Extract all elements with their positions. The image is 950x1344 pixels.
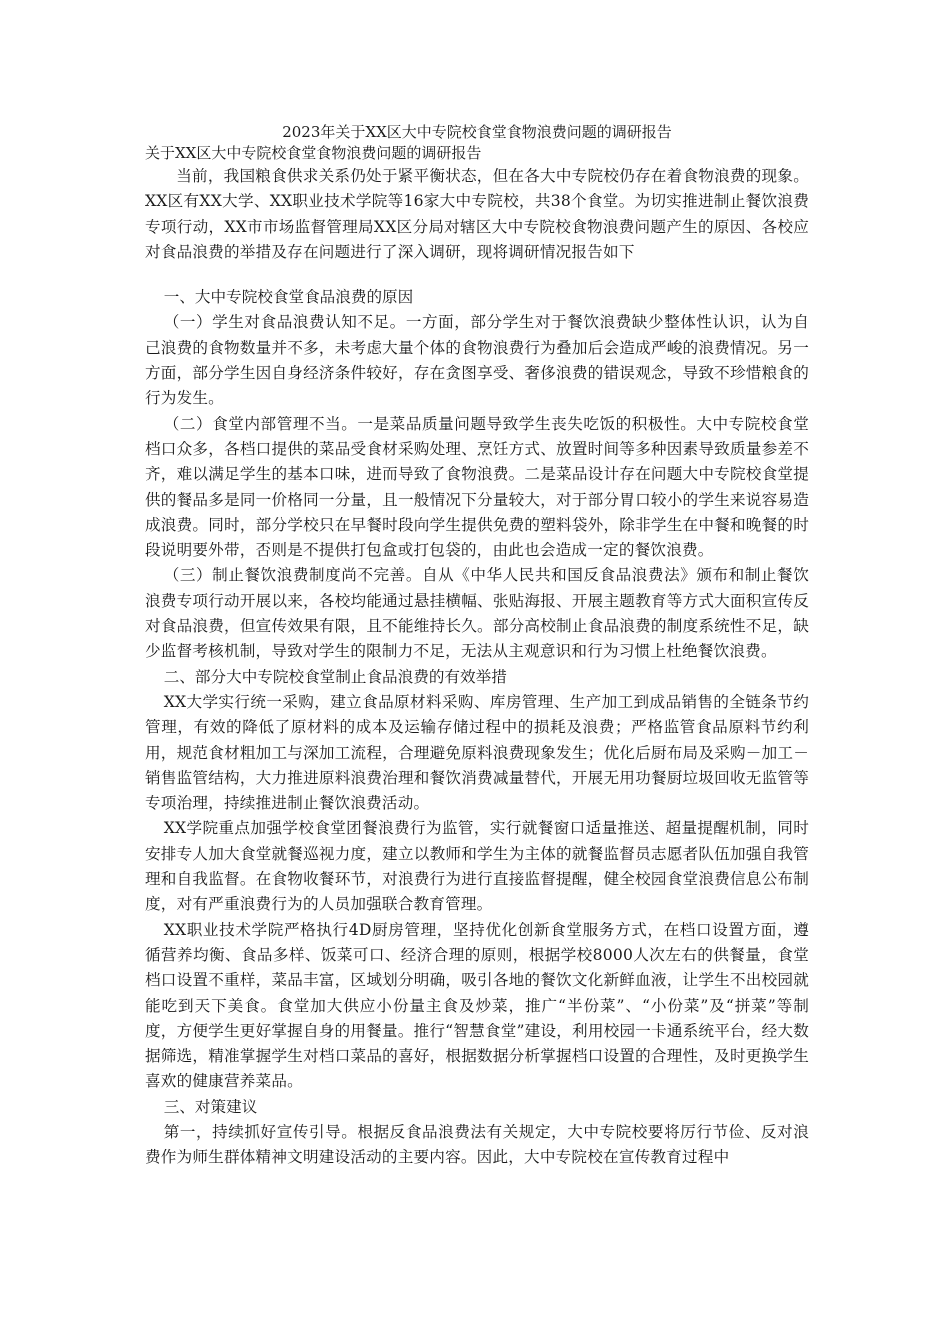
section-1-paragraph-1: （一）学生对食品浪费认知不足。一方面，部分学生对于餐饮浪费缺少整体性认识，认为自己浪费的食物数量并不多，未考虑大量个体的食物浪费行为叠加后会造成严峻的浪费情况。另一方面，部分学生因自身经济条件较好，存在贪图享受、奢侈浪费的错误观念，导致不珍惜粮食的行为发生。	[145, 313, 809, 408]
section-1-paragraph-3: （三）制止餐饮浪费制度尚不完善。自从《中华人民共和国反食品浪费法》颁布和制止餐饮浪费专项行动开展以来，各校均能通过悬挂横幅、张贴海报、开展主题教育等方式大面积宣传反对食品浪费，但宣传效果有限，且不能维持长久。部分高校制止食品浪费的制度系统性不足，缺少监督考核机制，导致对学生的限制力不足，无法从主观意识和行为习惯上杜绝餐饮浪费。	[145, 566, 809, 661]
section-2-paragraph-2: XX学院重点加强学校食堂团餐浪费行为监管，实行就餐窗口适量推送、超量提醒机制，同时安排专人加大食堂就餐巡视力度，建立以教师和学生为主体的就餐监督员志愿者队伍加强自我管理和自我监督。在食物收餐环节，对浪费行为进行直接监督提醒，健全校园食堂浪费信息公布制度，对有严重浪费行为的人员加强联合教育管理。	[145, 819, 809, 914]
intro-paragraph: 当前，我国粮食供求关系仍处于紧平衡状态，但在各大中专院校仍存在着食物浪费的现象。XX区有XX大学、XX职业技术学院等16家大中专院校，共38个食堂。为切实推进制止餐饮浪费专项行动，XX市市场监督管理局XX区分局对辖区大中专院校食物浪费问题产生的原因、各校应对食品浪费的举措及存在问题进行了深入调研，现将调研情况报告如下	[145, 167, 809, 261]
document-title: 2023年关于XX区大中专院校食堂食物浪费问题的调研报告	[282, 123, 672, 141]
section-3-paragraph-1: 第一，持续抓好宣传引导。根据反食品浪费法有关规定，大中专院校要将厉行节俭、反对浪费作为师生群体精神文明建设活动的主要内容。因此，大中专院校在宣传教育过程中	[145, 1122, 809, 1167]
section-1-heading: 一、大中专院校食堂食品浪费的原因	[163, 288, 414, 307]
section-2-heading: 二、部分大中专院校食堂制止食品浪费的有效举措	[163, 667, 507, 686]
section-3-heading: 三、对策建议	[163, 1097, 258, 1116]
section-2-paragraph-3: XX职业技术学院严格执行4D厨房管理，坚持优化创新食堂服务方式，在档口设置方面，遵循营养均衡、食品多样、饭菜可口、经济合理的原则，根据学校8000人次左右的供餐量，食堂档口设置不重样，菜品丰富，区域划分明确，吸引各地的餐饮文化新鲜血液，让学生不出校园就能吃到天下美食。食堂加大供应小份量主食及炒菜，推广“半份菜”、“小份菜”及“拼菜”等制度，方便学生更好掌握自身的用餐量。推行“智慧食堂”建设，利用校园一卡通系统平台，经大数据筛选，精准掌握学生对档口菜品的喜好，根据数据分析掌握档口设置的合理性，及时更换学生喜欢的健康营养菜品。	[145, 920, 809, 1091]
section-2-paragraph-1: XX大学实行统一采购，建立食品原材料采购、库房管理、生产加工到成品销售的全链条节约管理，有效的降低了原材料的成本及运输存储过程中的损耗及浪费；严格监管食品原料节约利用，规范食材粗加工与深加工流程，合理避免原料浪费现象发生；优化后厨布局及采购－加工－销售监管结构，大力推进原料浪费治理和餐饮消费减量替代，开展无用功餐厨垃圾回收无监管等专项治理，持续推进制止餐饮浪费活动。	[145, 692, 809, 813]
document-subtitle: 关于XX区大中专院校食堂食物浪费问题的调研报告	[145, 144, 482, 162]
section-1-paragraph-2: （二）食堂内部管理不当。一是菜品质量问题导致学生丧失吃饭的积极性。大中专院校食堂档口众多，各档口提供的菜品受食材采购处理、烹饪方式、放置时间等多种因素导致质量参差不齐，难以满足学生的基本口味，进而导致了食物浪费。二是菜品设计存在问题大中专院校食堂提供的餐品多是同一价格同一分量，且一般情况下分量较大，对于部分胃口较小的学生来说容易造成浪费。同时，部分学校只在早餐时段向学生提供免费的塑料袋外，除非学生在中餐和晚餐的时段说明要外带，否则是不提供打包盒或打包袋的，由此也会造成一定的餐饮浪费。	[145, 414, 809, 560]
document-page	[145, 122, 809, 1171]
